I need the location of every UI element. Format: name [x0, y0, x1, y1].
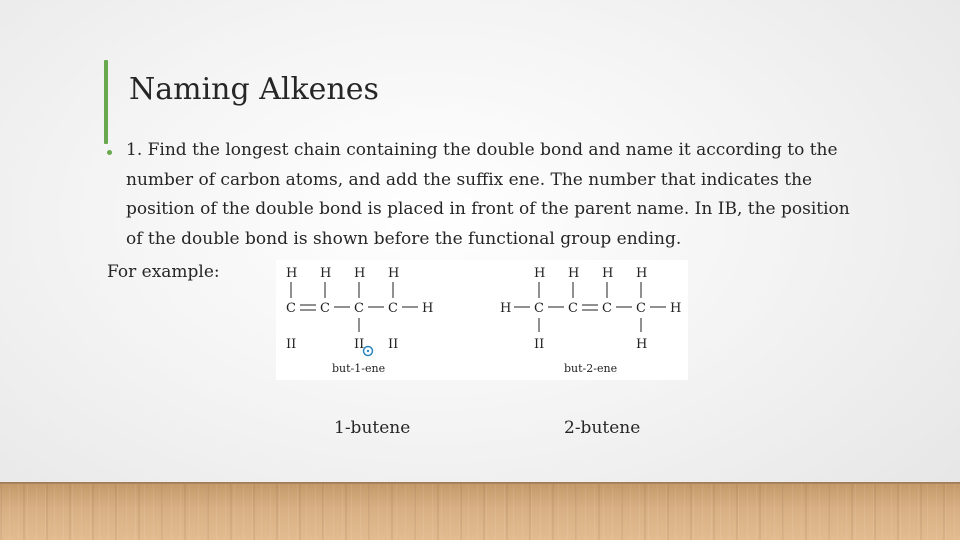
atom-label: H	[636, 266, 648, 281]
structural-formulas-svg	[276, 260, 688, 380]
but-2-ene-structure	[500, 266, 681, 375]
example-label: For example:	[107, 262, 220, 282]
atom-label: II	[354, 337, 365, 352]
atom-label: C	[568, 301, 578, 316]
atom-label: II	[388, 337, 399, 352]
wood-floor-background	[0, 484, 960, 540]
atom-label: H	[602, 266, 614, 281]
atom-label: H	[568, 266, 580, 281]
atom-label: H	[388, 266, 400, 281]
atom-label: H	[354, 266, 366, 281]
caption-1-butene: 1-butene	[334, 418, 411, 438]
atom-label: C	[320, 301, 330, 316]
atom-label: H	[422, 301, 434, 316]
atom-label: C	[534, 301, 544, 316]
but-1-ene-structure	[286, 266, 433, 375]
atom-label: H	[636, 337, 648, 352]
title-accent-bar	[104, 60, 108, 144]
structure-name: but-2-ene	[564, 362, 618, 375]
atom-label: H	[534, 266, 546, 281]
atom-label: C	[388, 301, 398, 316]
structure-name: but-1-ene	[332, 362, 386, 375]
slide-body-text: 1. Find the longest chain containing the double bond and name it according to the number of carbon atoms, and add the suffix ene. The number that indicates the position of the double bond is placed in front of the parent name. In IB, the position of the double bond is shown before the functional group ending.	[126, 140, 850, 249]
caption-2-butene: 2-butene	[564, 418, 641, 438]
atom-label: H	[500, 301, 512, 316]
atom-label: C	[286, 301, 296, 316]
atom-label: H	[320, 266, 332, 281]
cursor-dot-icon	[367, 350, 369, 352]
atom-label: C	[602, 301, 612, 316]
atom-label: II	[286, 337, 297, 352]
bullet-icon	[107, 150, 112, 155]
slide-title: Naming Alkenes	[129, 72, 379, 107]
atom-label: II	[534, 337, 545, 352]
atom-label: C	[636, 301, 646, 316]
atom-label: H	[286, 266, 298, 281]
atom-label: H	[670, 301, 682, 316]
structural-formulas-image	[276, 260, 688, 380]
atom-label: C	[354, 301, 364, 316]
